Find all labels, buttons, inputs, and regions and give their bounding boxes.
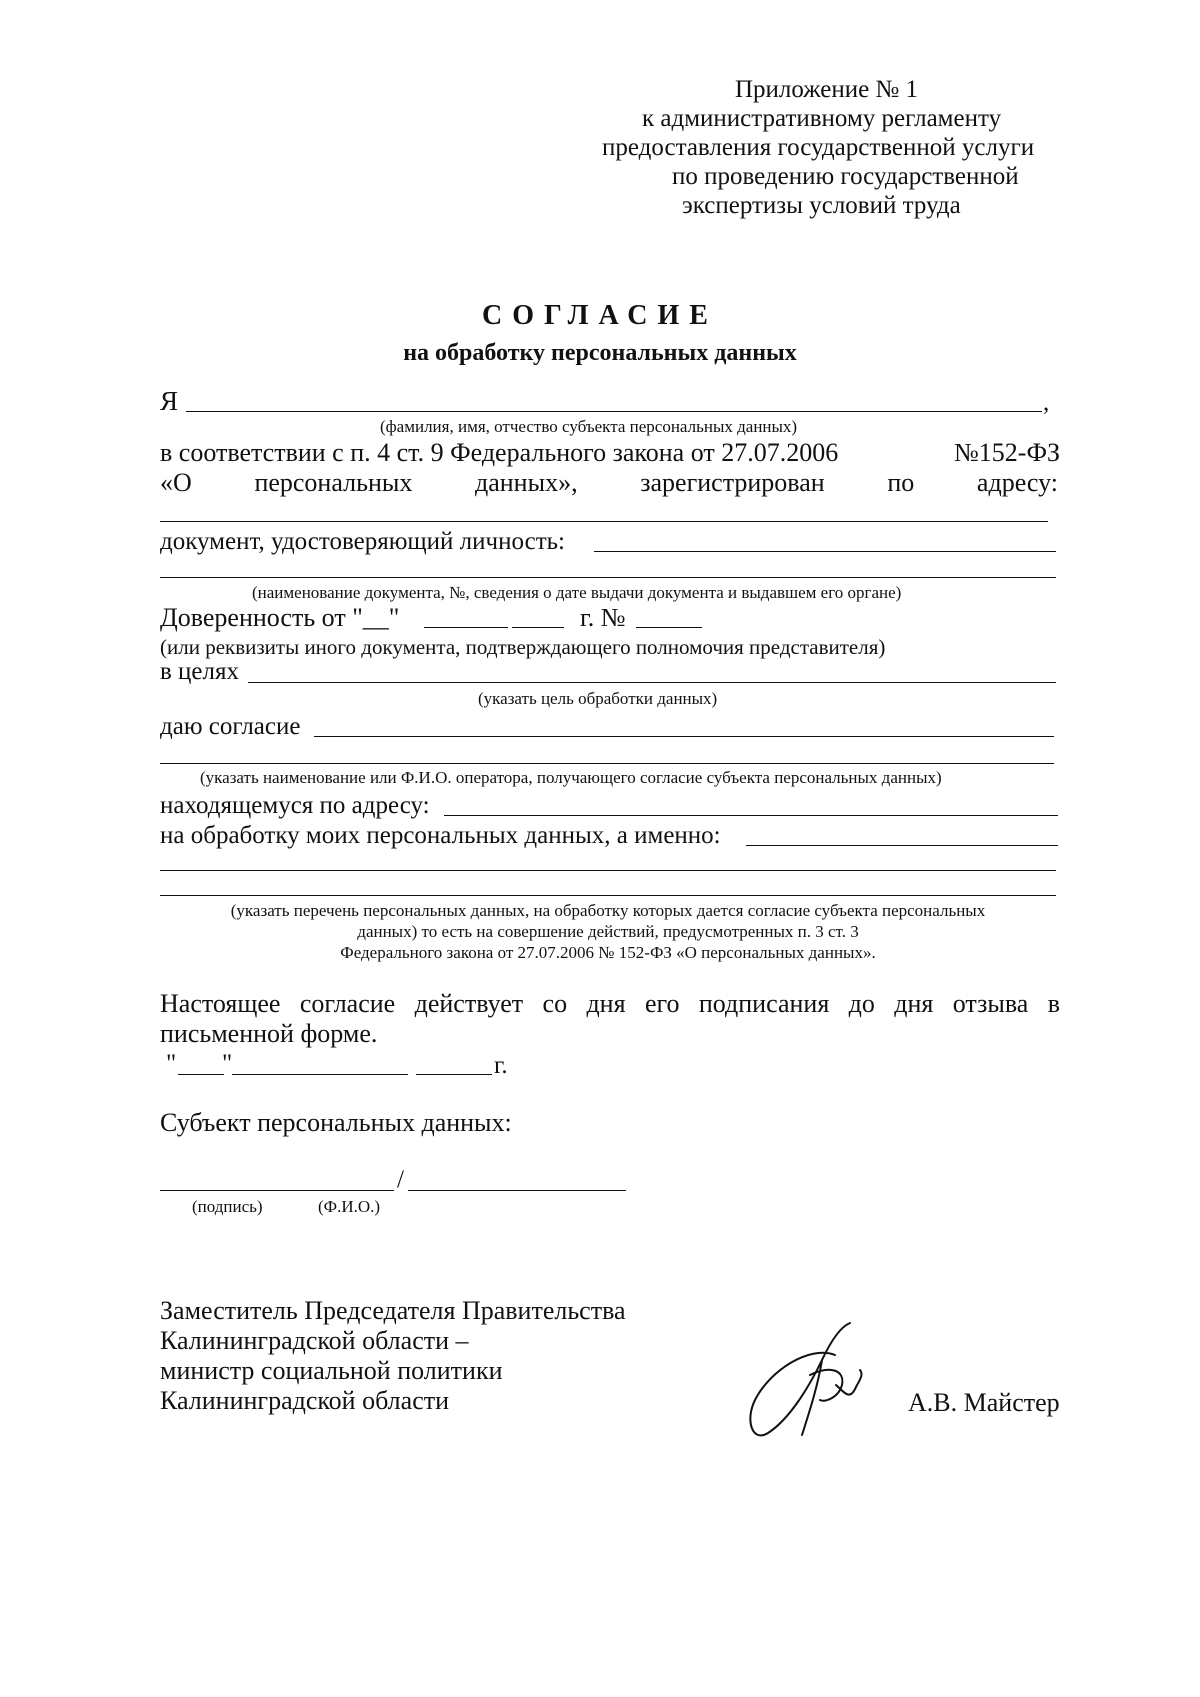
date-year-line[interactable] xyxy=(416,1074,492,1075)
position-line: Калининградской области – xyxy=(160,1326,469,1355)
signature-slash: / xyxy=(397,1166,404,1193)
operator-field-line[interactable] xyxy=(314,736,1054,737)
validity-word: подписания xyxy=(698,989,830,1018)
address-field-line[interactable] xyxy=(160,521,1048,522)
doc-hint: (наименование документа, №, сведения о дате выдачи документа и выдавшем его органе) xyxy=(252,583,902,602)
document-title: СОГЛАСИЕ xyxy=(482,300,718,331)
signature-line[interactable] xyxy=(160,1190,394,1191)
date-year-label: г. xyxy=(494,1052,508,1079)
operator-field-line-2[interactable] xyxy=(160,763,1054,764)
law-word: зарегистрирован xyxy=(640,468,825,497)
position-line: министр социальной политики xyxy=(160,1356,503,1385)
date-day-line[interactable] xyxy=(178,1074,224,1075)
proxy-month-line[interactable] xyxy=(424,627,508,628)
appendix-number: Приложение № 1 xyxy=(735,76,919,103)
doc-field-line-2[interactable] xyxy=(160,577,1056,578)
proxy-year-label: г. № xyxy=(580,603,626,632)
validity-text-2: письменной форме. xyxy=(160,1019,378,1048)
data-list-line-2[interactable] xyxy=(160,870,1056,871)
law-word: по xyxy=(887,468,915,497)
data-list-line[interactable] xyxy=(746,845,1058,846)
validity-word: Настоящее xyxy=(160,989,281,1018)
law-word: данных», xyxy=(475,468,578,497)
validity-word: дня xyxy=(586,989,626,1018)
appendix-line: предоставления государственной услуги xyxy=(602,134,1035,161)
appendix-line: к административному регламенту xyxy=(642,105,1002,132)
doc-label: документ, удостоверяющий личность: xyxy=(160,528,565,555)
validity-word: отзыва xyxy=(952,989,1029,1018)
data-list-line-3[interactable] xyxy=(160,895,1056,896)
doc-field-line[interactable] xyxy=(594,551,1056,552)
data-list-label: на обработку моих персональных данных, а именно: xyxy=(160,822,721,849)
operator-hint: (указать наименование или Ф.И.О. оператора, получающего согласие субъекта персональных данных) xyxy=(200,768,942,787)
date-month-line[interactable] xyxy=(232,1074,408,1075)
fio-short-hint: (Ф.И.О.) xyxy=(318,1197,381,1216)
subject-label: Субъект персональных данных: xyxy=(160,1108,512,1137)
fio-hint: (фамилия, имя, отчество субъекта персональных данных) xyxy=(380,417,798,436)
validity-word: дня xyxy=(894,989,934,1018)
appendix-line: экспертизы условий труда xyxy=(682,192,961,219)
purpose-field-line[interactable] xyxy=(248,682,1056,683)
fio-comma: , xyxy=(1043,389,1050,416)
operator-address-line[interactable] xyxy=(444,815,1058,816)
position-line: Калининградской области xyxy=(160,1386,450,1415)
signature-hint: (подпись) xyxy=(192,1197,263,1216)
validity-word: до xyxy=(848,989,875,1018)
validity-word: согласие xyxy=(299,989,396,1018)
validity-word: действует xyxy=(414,989,524,1018)
position-line: Заместитель Председателя Правительства xyxy=(160,1296,626,1325)
law-text-line-2 xyxy=(160,468,1058,498)
proxy-year-line[interactable] xyxy=(512,627,564,628)
data-list-hint: (указать перечень персональных данных, на обработку которых дается согласие субъекта персональных xyxy=(230,901,986,920)
law-text: в соответствии с п. 4 ст. 9 Федерального закона от 27.07.2006 xyxy=(160,438,839,467)
law-word: адресу: xyxy=(976,468,1058,497)
data-list-hint: Федерального закона от 27.07.2006 № 152-ФЗ «О персональных данных». xyxy=(340,943,876,962)
consent-label: даю согласие xyxy=(160,713,301,740)
ya-label: Я xyxy=(160,386,179,416)
purpose-label: в целях xyxy=(160,658,240,685)
validity-word: его xyxy=(644,989,680,1018)
operator-address-label: находящемуся по адресу: xyxy=(160,792,430,819)
document-subtitle: на обработку персональных данных xyxy=(403,340,797,366)
subject-fio-line[interactable] xyxy=(408,1190,626,1191)
date-quote-open: " xyxy=(166,1050,177,1077)
appendix-line: по проведению государственной xyxy=(672,163,1019,190)
validity-word: в xyxy=(1047,989,1060,1018)
data-list-hint: данных) то есть на совершение действий, предусмотренных п. 3 ст. 3 xyxy=(357,922,859,941)
law-word: персональных xyxy=(254,468,413,497)
proxy-label: Доверенность от "__" xyxy=(160,603,400,632)
proxy-hint: (или реквизиты иного документа, подтверждающего полномочия представителя) xyxy=(160,635,886,659)
handwritten-signature xyxy=(740,1315,900,1445)
law-word: «О xyxy=(160,468,192,497)
fio-field-line[interactable] xyxy=(186,411,1042,412)
date-quote-close: " xyxy=(222,1050,233,1077)
validity-word: со xyxy=(542,989,568,1018)
signer-name: А.В. Майстер xyxy=(908,1388,1060,1417)
proxy-number-line[interactable] xyxy=(636,627,702,628)
purpose-hint: (указать цель обработки данных) xyxy=(478,689,718,708)
validity-text xyxy=(160,989,1060,1019)
law-number: №152-ФЗ xyxy=(954,438,1061,467)
